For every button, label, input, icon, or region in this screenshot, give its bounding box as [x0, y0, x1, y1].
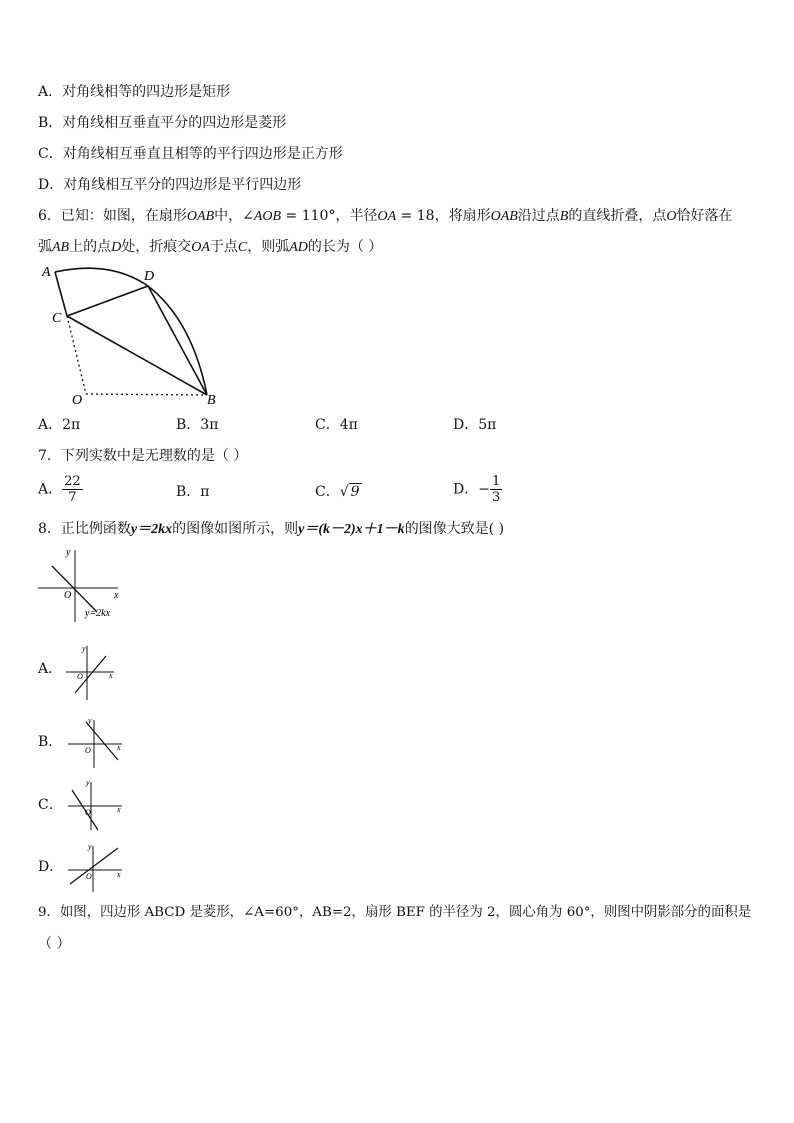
q6-text: 于点: [209, 239, 238, 255]
radicand: 9: [350, 484, 360, 500]
sqrt-9: √ 9: [339, 484, 360, 500]
q6-text: 6．已知：如图，在扇形: [38, 208, 187, 224]
q6-text: ，则弧: [247, 239, 290, 255]
origin-label: O: [77, 672, 83, 681]
fraction-denominator: 7: [68, 490, 77, 505]
y-label: y: [88, 716, 92, 725]
q8-text: 8．正比例函数: [38, 521, 131, 537]
q6-radius: OA: [191, 240, 210, 255]
q6-text: 处，折痕交: [121, 239, 192, 255]
graph-line: [70, 848, 118, 884]
label-c: C: [52, 311, 62, 326]
q6-arc: AB: [52, 240, 70, 255]
q6-text: 弧: [38, 239, 52, 255]
q6-text: 的长为（ ）: [307, 239, 383, 255]
label-a: A: [42, 265, 51, 280]
q8-option-d-label: D．: [38, 859, 64, 875]
option-d-prev: D．对角线相互平分的四边形是平行四边形: [38, 177, 302, 193]
q6-point: O: [666, 209, 677, 224]
label-o: O: [72, 393, 83, 408]
q8-text: 的图像如图所示，则: [172, 521, 299, 537]
q6-option-d: D．5π: [453, 417, 497, 433]
origin-label: O: [64, 590, 72, 601]
x-label: x: [117, 870, 121, 879]
q8-function: y＝2kx: [130, 522, 173, 537]
origin-label: O: [85, 746, 91, 755]
q6-radius: OA: [377, 209, 397, 224]
y-label: y: [88, 842, 92, 851]
q6-text: 沿过点: [517, 208, 560, 224]
fraction-denominator: 3: [491, 490, 501, 505]
q6-arc: AD: [289, 240, 308, 255]
q7-option-label: D．−: [453, 481, 490, 498]
q7-option-b: B．π: [176, 484, 210, 500]
q8-option-c-label: C．: [38, 797, 63, 813]
q7-option-label: A．: [38, 481, 63, 498]
q8-function: y＝(k－2)x＋1－k: [298, 522, 405, 537]
q8-option-a-label: A．: [38, 661, 63, 677]
y-label: y: [66, 547, 71, 558]
label-d: D: [144, 269, 155, 284]
q9-stem-line1: 9．如图，四边形 ABCD 是菱形，∠A=60°，AB=2，扇形 BEF 的半径为 2，圆心角为 60°，则图中阴影部分的面积是: [38, 905, 752, 920]
q7-option-label: C．: [315, 484, 340, 500]
q6-option-b: B．3π: [176, 417, 219, 433]
q7-stem: 7．下列实数中是无理数的是（ ）: [38, 448, 248, 464]
label-b: B: [207, 393, 216, 408]
x-label: x: [114, 590, 119, 601]
q6-point: B: [559, 209, 569, 224]
q6-text: = 110°，半径: [281, 208, 378, 224]
q6-option-c: C．4π: [315, 417, 358, 433]
fraction-numerator: 22: [64, 474, 81, 489]
x-label: x: [109, 671, 113, 680]
q6-point: C: [237, 240, 248, 255]
fraction-numerator: 1: [491, 474, 501, 489]
q8-text: 的图像大致是( ): [404, 521, 505, 537]
q6-text: 的直线折叠，点: [568, 208, 667, 224]
q6-text: 恰好落在: [676, 208, 733, 224]
q6-point: D: [111, 240, 122, 255]
option-a-prev: A．对角线相等的四边形是矩形: [38, 84, 231, 100]
q6-text: 中，∠: [214, 208, 254, 224]
x-label: x: [117, 743, 121, 752]
option-c-prev: C．对角线相互垂直且相等的平行四边形是正方形: [38, 146, 343, 162]
x-label: x: [117, 805, 121, 814]
q6-option-a: A．2π: [38, 417, 81, 433]
origin-label: O: [86, 872, 92, 881]
q6-angle: AOB: [253, 209, 282, 224]
option-b-prev: B．对角线相互垂直平分的四边形是菱形: [38, 115, 287, 131]
y-label: y: [86, 778, 90, 787]
q6-text: 上的点: [69, 239, 112, 255]
origin-label: O: [85, 808, 91, 817]
q6-sector: OAB: [490, 209, 518, 224]
q8-option-b-label: B．: [38, 734, 63, 750]
q9-stem-line2: （ ）: [38, 936, 71, 952]
q6-text: = 18，将扇形: [396, 208, 491, 224]
q6-sector: OAB: [186, 209, 215, 224]
function-label: y=2kx: [85, 608, 111, 619]
y-label: y: [82, 644, 86, 653]
